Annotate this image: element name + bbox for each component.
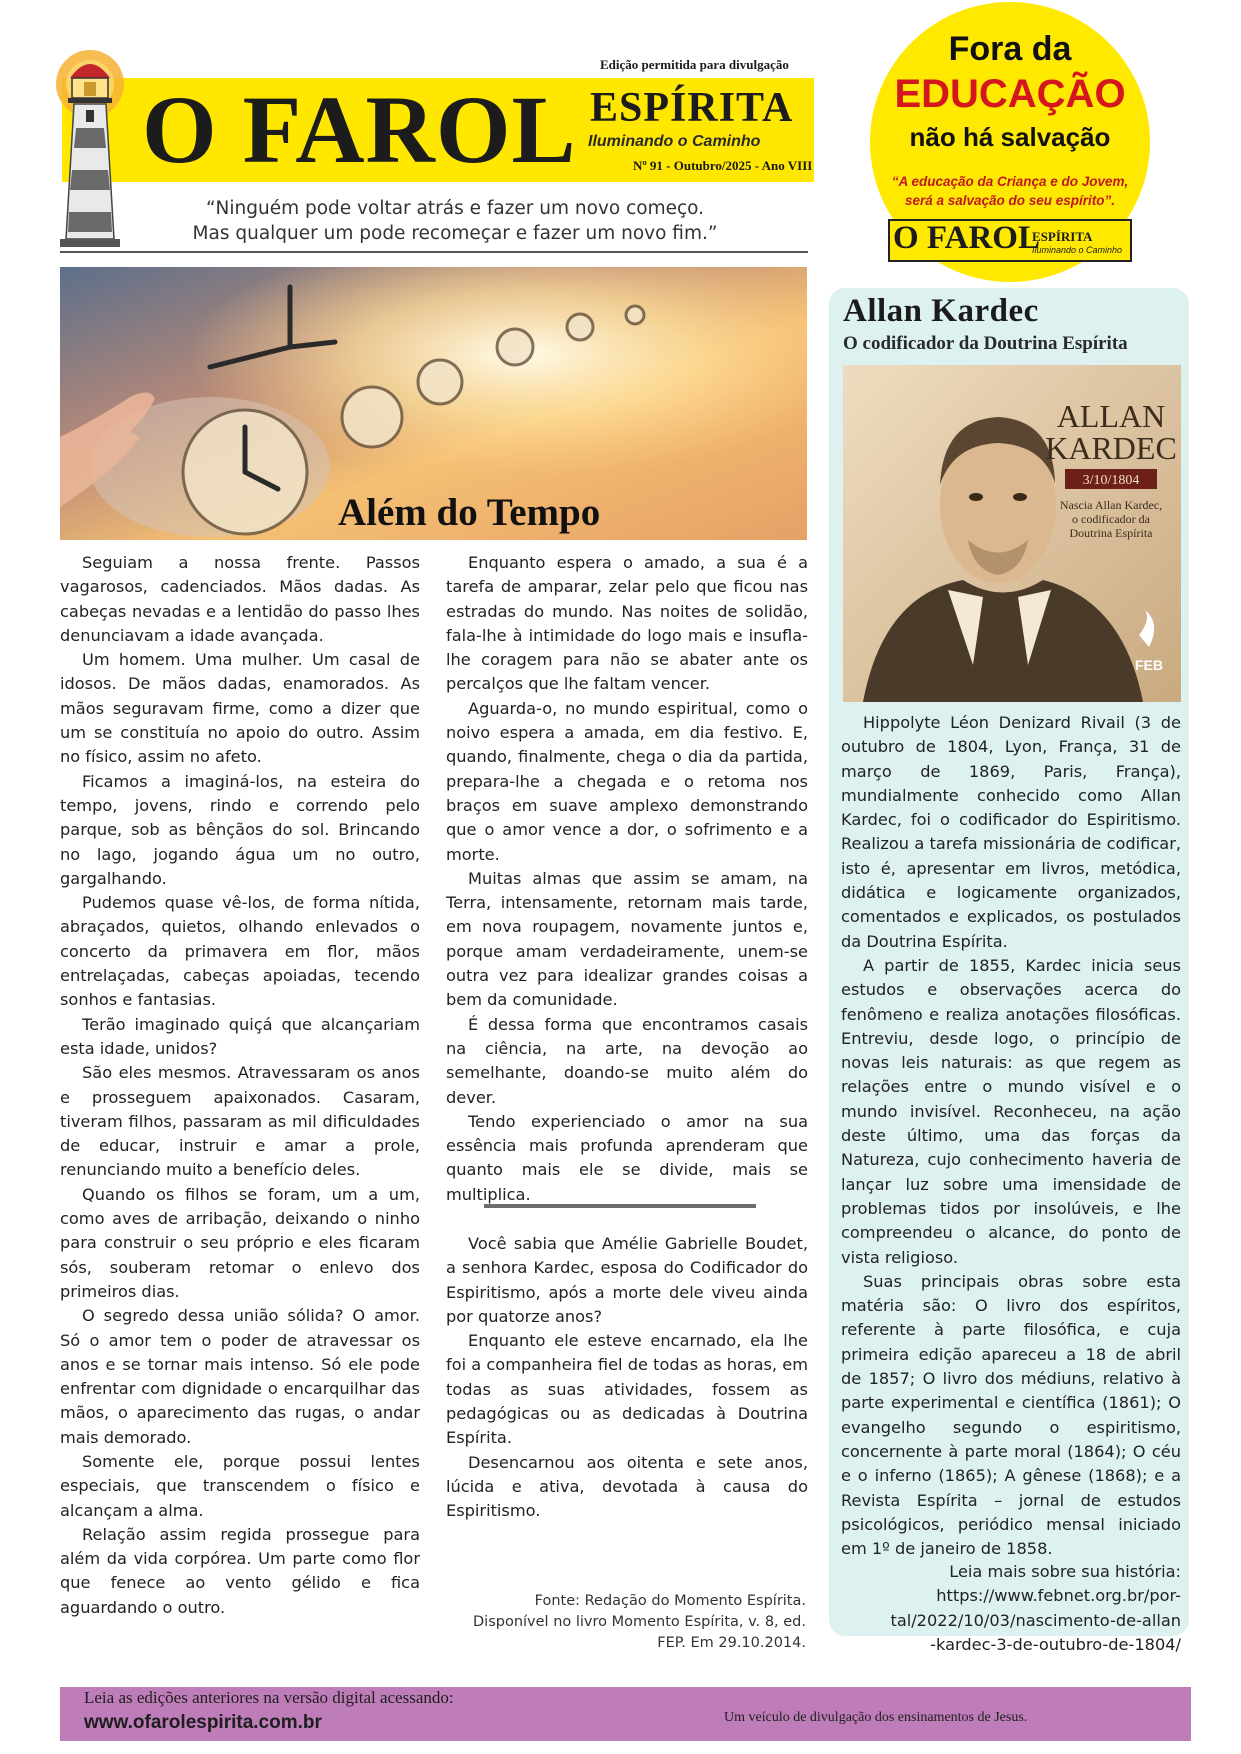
section-divider — [484, 1204, 756, 1208]
sidebar-body — [841, 711, 1181, 1561]
paragraph: Ficamos a imaginá-los, na esteira do tempo, jovens, rindo e correndo pelo parque, sob as bênçãos do sol. Brincando no lago, jogando água um no outro, gargalhando. — [60, 771, 420, 888]
issue-info: Nº 91 - Outubro/2025 - Ano VIII — [633, 158, 813, 173]
badge-line: não há salvação — [909, 122, 1111, 152]
logo-tagline: Iluminando o Caminho — [588, 133, 761, 150]
portrait-caption: Doutrina Espírita — [1069, 526, 1153, 540]
paragraph: Você sabia que Amélie Gabrielle Boudet, a senhora Kardec, esposa do Codificador do Espiritismo, após a morte dele viveu ainda por quatorze anos? — [446, 1234, 808, 1326]
quote-line: “Ninguém pode voltar atrás e fazer um novo começo. — [205, 198, 705, 219]
paragraph: Terão imaginado quiçá que alcançariam esta idade, unidos? — [60, 1014, 420, 1058]
portrait-caption: o codificador da — [1072, 512, 1150, 526]
source-line: Fonte: Redação do Momento Espírita. — [534, 1593, 806, 1609]
paragraph: Hippolyte Léon Denizard Rivail (3 de outubro de 1804, Lyon, França, 31 de março de 1869, Paris, França), mundialmente conhecido como Allan Kardec, foi o codificador do Espiritismo. Realizou a tarefa missionária de codificar, isto é, apresentar em livros, metódica, didática e logicamente organizados, comentados e explicados, os postulados da Doutrina Espírita. — [841, 713, 1181, 951]
footer-note: Leia as edições anteriores na versão digital acessando: — [84, 1688, 454, 1707]
badge-quote — [870, 172, 1150, 210]
paragraph: Quando os filhos se foram, um a um, como aves de arribação, deixando o ninho para construir o seu próprio e eles ficaram sós, souberam retomar o enlevo dos primeiros dias. — [60, 1184, 420, 1301]
badge-quote-line: “A educação da Criança e do Jovem, — [891, 174, 1129, 189]
read-more — [841, 1560, 1181, 1657]
read-more-link[interactable]: -kardec-3-de-outubro-de-1804/ — [930, 1634, 1181, 1654]
edition-note: Edição permitida para divulgação — [600, 57, 789, 72]
paragraph: Um homem. Uma mulher. Um casal de idosos. De mãos dadas, enamorados. As mãos seguravam firme, como a dizer que um se constituía no apoio do outro. Assim no físico, assim no afeto. — [60, 650, 420, 767]
kardec-portrait — [843, 365, 1181, 702]
portrait-name: KARDEC — [1045, 430, 1177, 466]
badge-highlight: EDUCAÇÃO — [894, 72, 1126, 116]
logo-title: O FAROL — [142, 76, 577, 183]
source-line: FEP. Em 29.10.2014. — [657, 1635, 806, 1651]
paragraph: Aguarda-o, no mundo espiritual, como o noivo espera a amada, em dia festivo. E, quando, finalmente, chega o dia da partida, prepara-lhe a chegada e o retoma nos braços em suave amplexo demonstrando que o amor vence a dor, o sofrimento e a morte. — [446, 698, 808, 864]
source-line: Disponível no livro Momento Espírita, v. 8, ed. — [473, 1614, 806, 1630]
paragraph: O segredo dessa união sólida? O amor. Só o amor tem o poder de atravessar os anos e se tornar mais intenso. Só ele pode enfrentar com dignidade o encarquilhar das mãos, o aparecimento das rugas, o andar mais demorado. — [60, 1306, 420, 1447]
paragraph: Muitas almas que assim se amam, na Terra, intensamente, retornam mais tarde, em nova roupagem, novamente juntos e, porque amam verdadeiramente, unem-se outra vez para idealizar grandes coisas a bem da comunidade. — [446, 868, 808, 1010]
portrait-date: 3/10/1804 — [1082, 473, 1140, 488]
read-more-link[interactable]: tal/2022/10/03/nascimento-de-allan — [890, 1610, 1181, 1630]
footer-url[interactable]: www.ofarolespirita.com.br — [84, 1712, 322, 1733]
paragraph: A partir de 1855, Kardec inicia seus estudos e observações acerca do fenômeno e realiza anotações filosóficas. Entreviu, desde logo, o princípio de novas leis naturais: as que regem as relações entre o mundo visível e o mundo invisível. Reconheceu, na ação deste último, uma das forças da Natureza, cujo conhecimento haveria de lançar luz sobre uma imensidade de problemas tidos por insolúveis, e lhe compreendeu o alcance, do ponto de vista religioso. — [841, 955, 1181, 1267]
article-column-1 — [60, 551, 420, 1620]
paragraph: São eles mesmos. Atravessaram os anos e prosseguem apaixonados. Casaram, tiveram filhos, passaram as mil dificuldades de educar, instruir e amar a prole, renunciando muito a benefício deles. — [60, 1063, 420, 1180]
paragraph: Enquanto ele esteve encarnado, ela lhe foi a companheira fiel de todas as horas, em todas as suas atividades, fossem as pedagógicas ou as dedicadas à Doutrina Espírita. — [446, 1331, 808, 1448]
mini-logo-subtitle: ESPÍRITA — [1032, 229, 1093, 244]
masthead-quote — [175, 196, 735, 246]
paragraph: Relação assim regida prossegue para além da vida corpórea. Um parte como flor que fenece ao vento gélido e fica aguardando o outro. — [60, 1524, 420, 1617]
read-more-link[interactable]: https://www.febnet.org.br/por- — [936, 1586, 1181, 1606]
article-source — [430, 1591, 806, 1654]
paragraph: Suas principais obras sobre esta matéria são: O livro dos espíritos, referente à parte filosófica, e cuja primeira edição apareceu a 18 de abril de 1857; O livro dos médiuns, relativo à parte experimental e científica (1861); O evangelho segundo o espiritismo, concernente à parte moral (1864); O céu e o inferno (1865); A gênese (1868); e a Revista Espírita – jornal de estudos psicológicos, periódico mensal iniciado em 1º de janeiro de 1858. — [841, 1271, 1181, 1559]
article-title: Além do Tempo — [338, 491, 601, 534]
paragraph: Tendo experienciado o amor na sua essência mais profunda aprenderam que quanto mais ele se divide, mais se multiplica. — [446, 1111, 808, 1204]
paragraph: É dessa forma que encontramos casais na ciência, na arte, na devoção ao semelhante, doando-se muito além do dever. — [446, 1014, 808, 1107]
portrait-name: ALLAN — [1056, 398, 1166, 434]
mini-logo-tagline: Iluminando o Caminho — [1032, 245, 1123, 255]
paragraph: Pudemos quase vê-los, de forma nítida, abraçados, quietos, olhando enlevados o concerto da primavera em flor, mãos entrelaçadas, cabeças apoiadas, tecendo sonhos e fantasias. — [60, 893, 420, 1010]
publisher-logo: FEB — [1135, 657, 1163, 673]
logo-subtitle: ESPÍRITA — [590, 85, 794, 131]
sidebar-title: Allan Kardec — [843, 293, 1039, 329]
divider — [60, 251, 808, 253]
quote-line: Mas qualquer um pode recomeçar e fazer um novo fim.” — [192, 223, 718, 244]
footer-motto: Um veículo de divulgação dos ensinamentos de Jesus. — [724, 1710, 1028, 1725]
paragraph: Desencarnou aos oitenta e sete anos, lúcida e ativa, devotada à causa do Espiritismo. — [446, 1452, 808, 1521]
did-you-know-box — [446, 1232, 808, 1524]
paragraph: Enquanto espera o amado, a sua é a tarefa de amparar, zelar pelo que ficou nas estradas do mundo. Nas noites de solidão, fala-lhe à intimidade do logo mais e insufla-lhe coragem para não se abater ante os percalços que lhe faltam vencer. — [446, 553, 808, 694]
read-more-label: Leia mais sobre sua história: — [949, 1562, 1181, 1581]
portrait-caption: Nascia Allan Kardec, — [1059, 498, 1163, 512]
mini-logo-title: O FAROL — [893, 220, 1040, 256]
paragraph: Somente ele, porque possui lentes especiais, que transcendem o físico e alcançam a alma. — [60, 1451, 420, 1520]
badge-line: Fora da — [948, 30, 1072, 68]
paragraph: Seguiam a nossa frente. Passos vagarosos, cadenciados. Mãos dadas. As cabeças nevadas e a lentidão do passo lhes denunciavam a idade avançada. — [60, 553, 420, 645]
sidebar-subtitle: O codificador da Doutrina Espírita — [843, 333, 1128, 354]
badge-quote-line: será a salvação do seu espírito”. — [904, 193, 1116, 208]
article-column-2 — [446, 551, 808, 1207]
